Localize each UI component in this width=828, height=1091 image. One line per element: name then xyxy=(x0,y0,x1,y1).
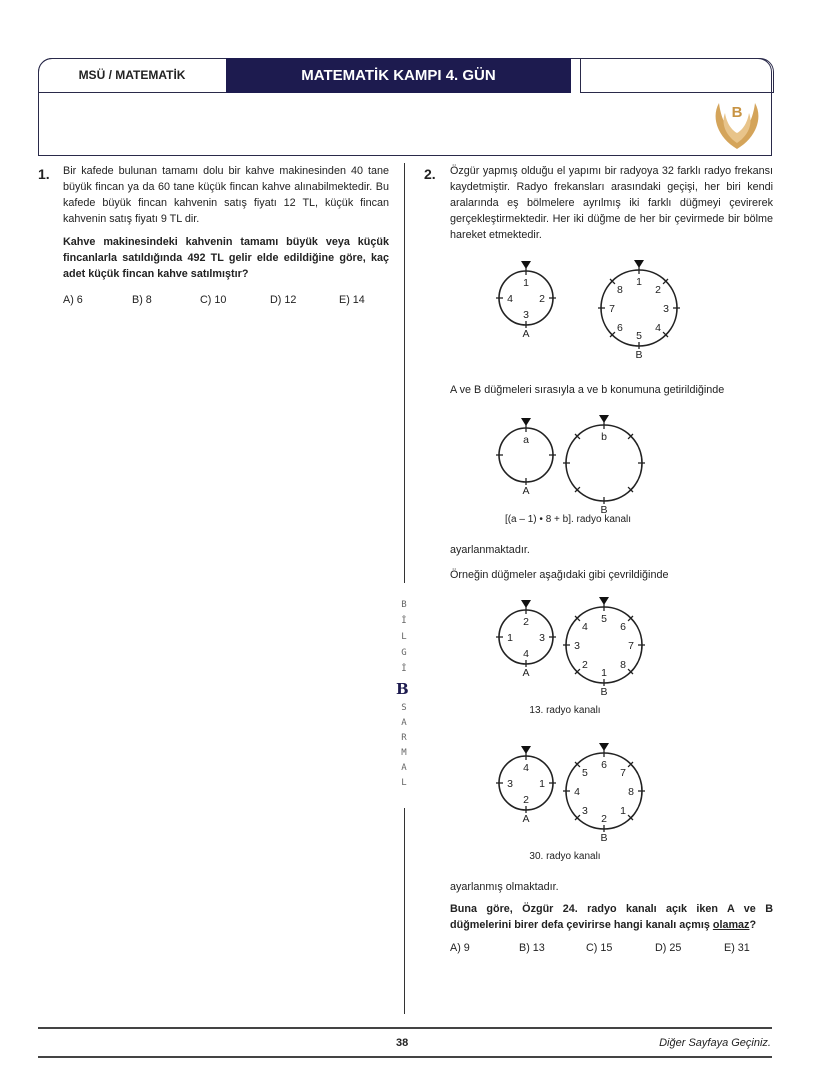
pointer-triangle-icon xyxy=(599,415,609,423)
dial-label: 1 xyxy=(523,277,529,289)
dial-label: 3 xyxy=(507,778,513,790)
pointer-triangle-icon xyxy=(599,743,609,751)
side-brand-bottom: S A R M A L xyxy=(401,703,407,788)
dial-label: 8 xyxy=(620,659,627,672)
dial-label: 2 xyxy=(581,659,588,672)
dial-name-b: B xyxy=(600,686,608,698)
dial-label: 4 xyxy=(507,293,513,305)
q2-formula: [(a – 1) • 8 + b]. radyo kanalı xyxy=(504,514,632,525)
q2-line3: ayarlanmaktadır. xyxy=(450,544,530,556)
next-page-note: Diğer Sayfaya Geçiniz. xyxy=(659,1037,771,1049)
pointer-triangle-icon xyxy=(599,597,609,605)
q2-line4: Örneğin düğmeler aşağıdaki gibi çevrildiğinde xyxy=(450,569,669,581)
dial-label: 8 xyxy=(616,283,623,296)
dial-label: 6 xyxy=(601,759,607,771)
dial-label: 8 xyxy=(628,786,634,798)
q1-text: Bir kafede bulunan tamamı dolu bir kahve makinesinden 40 tane büyük fincan ya da 60 tane küçük fincan kahve alınabilmektedir. Bu kafede büyük fincan kahvenin satış fiyatı 12 TL, küçük fincan kahvenin satış fiyatı 9 TL dir. xyxy=(63,165,389,225)
footer-rule xyxy=(38,1027,772,1029)
pointer-triangle-icon xyxy=(634,260,644,268)
dial-name-b: B xyxy=(600,832,608,844)
dial-label: 7 xyxy=(609,303,615,315)
dial-label: 3 xyxy=(523,309,529,321)
dial-label: 5 xyxy=(636,330,642,342)
q2-option-a[interactable]: A) 9 xyxy=(450,942,470,954)
dial-label: 1 xyxy=(636,276,642,288)
dial-label: 2 xyxy=(539,293,545,305)
dial-label: 3 xyxy=(574,640,580,652)
subject-tab: MSÜ / MATEMATİK xyxy=(38,58,227,93)
side-logo-icon: B xyxy=(396,680,409,698)
q1-number: 1. xyxy=(38,166,50,182)
dial-label: 6 xyxy=(616,322,623,335)
q2-option-e[interactable]: E) 31 xyxy=(724,942,750,954)
dial-name-b: B xyxy=(600,504,608,516)
dial-label: b xyxy=(601,431,607,443)
dial-label: 5 xyxy=(581,766,588,779)
dial-label: 4 xyxy=(574,786,580,798)
q1-option-d[interactable]: D) 12 xyxy=(270,294,297,306)
dial-label: 3 xyxy=(581,805,588,818)
q2-caption1: 13. radyo kanalı xyxy=(529,705,601,716)
side-brand-top: B İ L G İ xyxy=(401,600,407,674)
dial-label: 1 xyxy=(620,805,627,818)
q2-option-d[interactable]: D) 25 xyxy=(655,942,682,954)
dial-label: 6 xyxy=(620,620,627,633)
dial-label: 7 xyxy=(628,640,634,652)
q1-option-e[interactable]: E) 14 xyxy=(339,294,365,306)
dial-label: 1 xyxy=(507,632,513,644)
dial-label: a xyxy=(523,434,529,446)
pointer-triangle-icon xyxy=(521,600,531,608)
q2-line2: A ve B düğmeleri sırasıyla a ve b konumuna getirildiğinde xyxy=(450,384,725,396)
q1-option-c[interactable]: C) 10 xyxy=(200,294,227,306)
dial-label: 3 xyxy=(663,303,669,315)
pointer-triangle-icon xyxy=(521,746,531,754)
dial-label: 1 xyxy=(539,778,545,790)
pointer-triangle-icon xyxy=(521,418,531,426)
dial-name-a: A xyxy=(522,485,530,497)
dial-label: 2 xyxy=(655,283,662,296)
q2-line5: ayarlanmış olmaktadır. xyxy=(450,881,559,893)
dial-label: 2 xyxy=(601,813,607,825)
dial-name-a: A xyxy=(522,328,530,340)
pointer-triangle-icon xyxy=(521,261,531,269)
dial-label: 4 xyxy=(655,322,662,335)
q2-text: Özgür yapmış olduğu el yapımı bir radyoya 32 farklı radyo frekansı kaydetmiştir. Radyo frekansları arasındaki geçişi, her biri kendi aralarında eş bölmelere ayrılmış iki farklı düğmeyi çevirerek gerçekleştirmektedir. Her iki düğme de her bir çevirmede bir bölme hareket etmektedir. xyxy=(450,165,773,241)
footer-rule xyxy=(38,1056,772,1058)
title-tab: MATEMATİK KAMPI 4. GÜN xyxy=(226,58,571,93)
dial-label: 5 xyxy=(601,613,607,625)
dial-name-a: A xyxy=(522,667,530,679)
q2-caption2: 30. radyo kanalı xyxy=(529,851,601,862)
dial-label: 7 xyxy=(620,766,627,779)
dial-name-b: B xyxy=(635,349,643,361)
page-number: 38 xyxy=(396,1037,409,1049)
dial-label: 4 xyxy=(581,620,588,633)
dial-label: 4 xyxy=(523,648,529,660)
q1-option-a[interactable]: A) 6 xyxy=(63,294,83,306)
svg-text:B: B xyxy=(731,104,743,121)
dial-label: 3 xyxy=(539,632,545,644)
dial-name-a: A xyxy=(522,813,530,825)
dial-label: 4 xyxy=(523,762,529,774)
q2-option-b[interactable]: B) 13 xyxy=(519,942,545,954)
dial-label: 1 xyxy=(601,667,607,679)
q1-question: Kahve makinesindeki kahvenin tamamı büyük veya küçük fincanlarla satıldığında 492 TL gelir elde edildiğine göre, kaç adet küçük fincan kahve satılmıştır? xyxy=(63,236,389,280)
dial-label: 2 xyxy=(523,616,529,628)
q2-question: Buna göre, Özgür 24. radyo kanalı açık iken A ve B düğmelerini birer defa çevirirse hangi kanalı açmış olamaz? xyxy=(450,903,773,931)
q2-option-c[interactable]: C) 15 xyxy=(586,942,613,954)
q2-number: 2. xyxy=(424,166,436,182)
dial-label: 2 xyxy=(523,794,529,806)
q1-option-b[interactable]: B) 8 xyxy=(132,294,152,306)
